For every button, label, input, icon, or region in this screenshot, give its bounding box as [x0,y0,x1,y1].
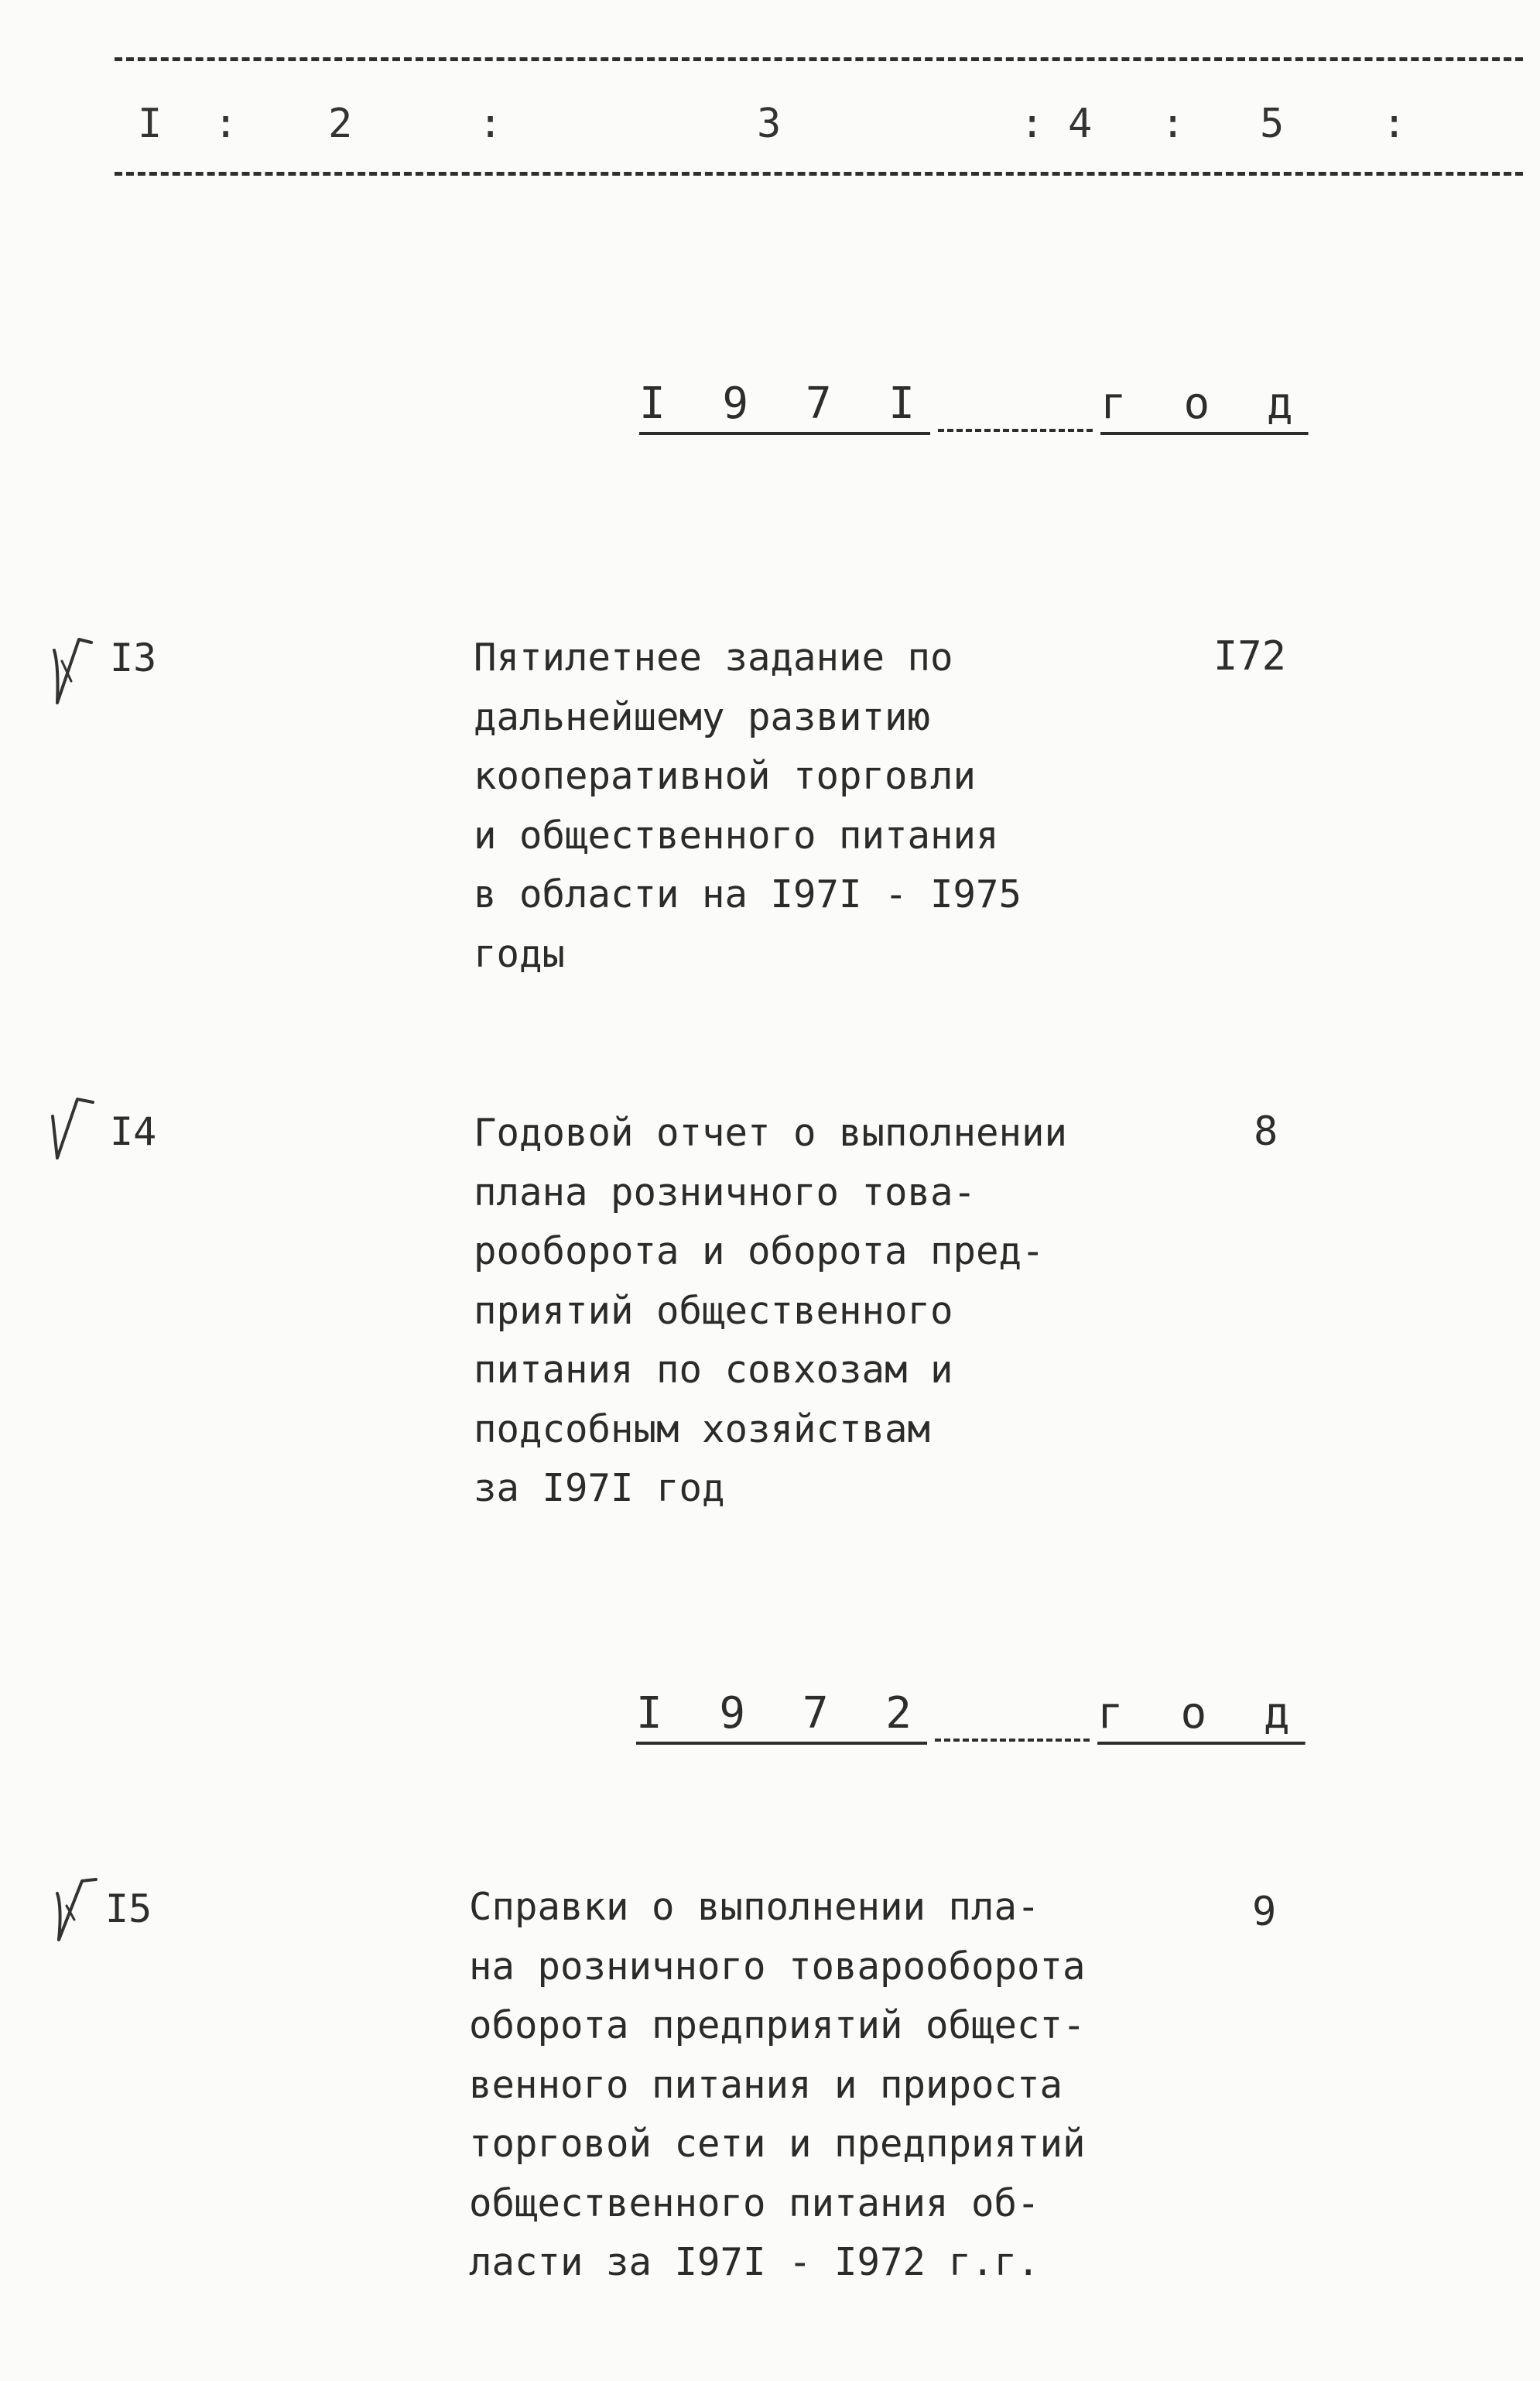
entry-number: I4 [110,1109,157,1154]
entry-title-line: венного питания и прироста [469,2062,1063,2107]
year-heading-word: г о д [1100,379,1309,429]
entry-title-line: ласти за I97I - I972 г.г. [469,2240,1040,2284]
entry-title-line: питания по совхозам и [474,1348,953,1392]
entry-title [474,1104,1170,1519]
entry-title-line: в области на I97I - I975 [474,872,1022,916]
checkmark-icon [48,1093,102,1163]
entry-page-count: 8 [1254,1108,1278,1155]
entry-title-line: Пятилетнее задание по [474,636,953,680]
column-separator-3: : [1020,101,1045,147]
column-separator-5: : [1382,101,1407,147]
entry-title-line: подсобным хозяйствам [474,1406,931,1451]
entry-title-line: за I97I год [474,1466,725,1510]
entry-number: I5 [105,1886,152,1931]
header-rule-top [115,57,1523,61]
entry-title-line: торговой сети и предприятий [469,2122,1086,2166]
column-header-1: I [138,101,163,147]
entry-page-count: 9 [1252,1889,1277,1935]
column-header-5: 5 [1260,101,1285,147]
entry-title-line: годы [474,931,566,976]
entry-title [474,629,1170,984]
year-heading-1972 [636,1689,1306,1742]
entry-title-line: Годовой отчет о выполнении [474,1111,1068,1155]
year-heading-1971 [639,379,1309,432]
checkmark-icon [48,635,102,704]
column-header-4: 4 [1068,101,1093,147]
entry-title-line: и общественного питания [474,813,999,858]
entry-title-line: на розничного товарооборота [469,1944,1086,1989]
entry-title [469,1878,1165,2293]
entry-number: I3 [110,636,157,680]
entry-title-line: кооперативной торговли [474,754,977,798]
entry-title-line: общественного питания об- [469,2181,1040,2225]
year-heading-word: г о д [1097,1688,1306,1739]
column-separator-4: : [1161,101,1186,147]
checkmark-icon [51,1873,105,1943]
column-separator-1: : [214,101,238,147]
entry-title-line: рооборота и оборота пред- [474,1229,1045,1273]
year-heading-year: I 9 7 2 [636,1688,928,1739]
column-header-2: 2 [328,101,353,147]
column-separator-2: : [478,101,503,147]
header-rule-bottom [115,172,1523,176]
year-heading-year: I 9 7 I [639,379,931,429]
entry-title-line: плана розничного това- [474,1170,977,1214]
entry-title-line: дальнейшему развитию [474,694,931,739]
column-header-3: 3 [757,101,782,147]
entry-title-line: приятий общественного [474,1288,953,1333]
year-heading-dash [935,1732,1090,1742]
entry-title-line: оборота предприятий общест- [469,2003,1086,2047]
year-heading-dash [938,423,1093,432]
entry-title-line: Справки о выполнении пла- [469,1885,1040,1929]
entry-page-count: I72 [1213,633,1286,680]
